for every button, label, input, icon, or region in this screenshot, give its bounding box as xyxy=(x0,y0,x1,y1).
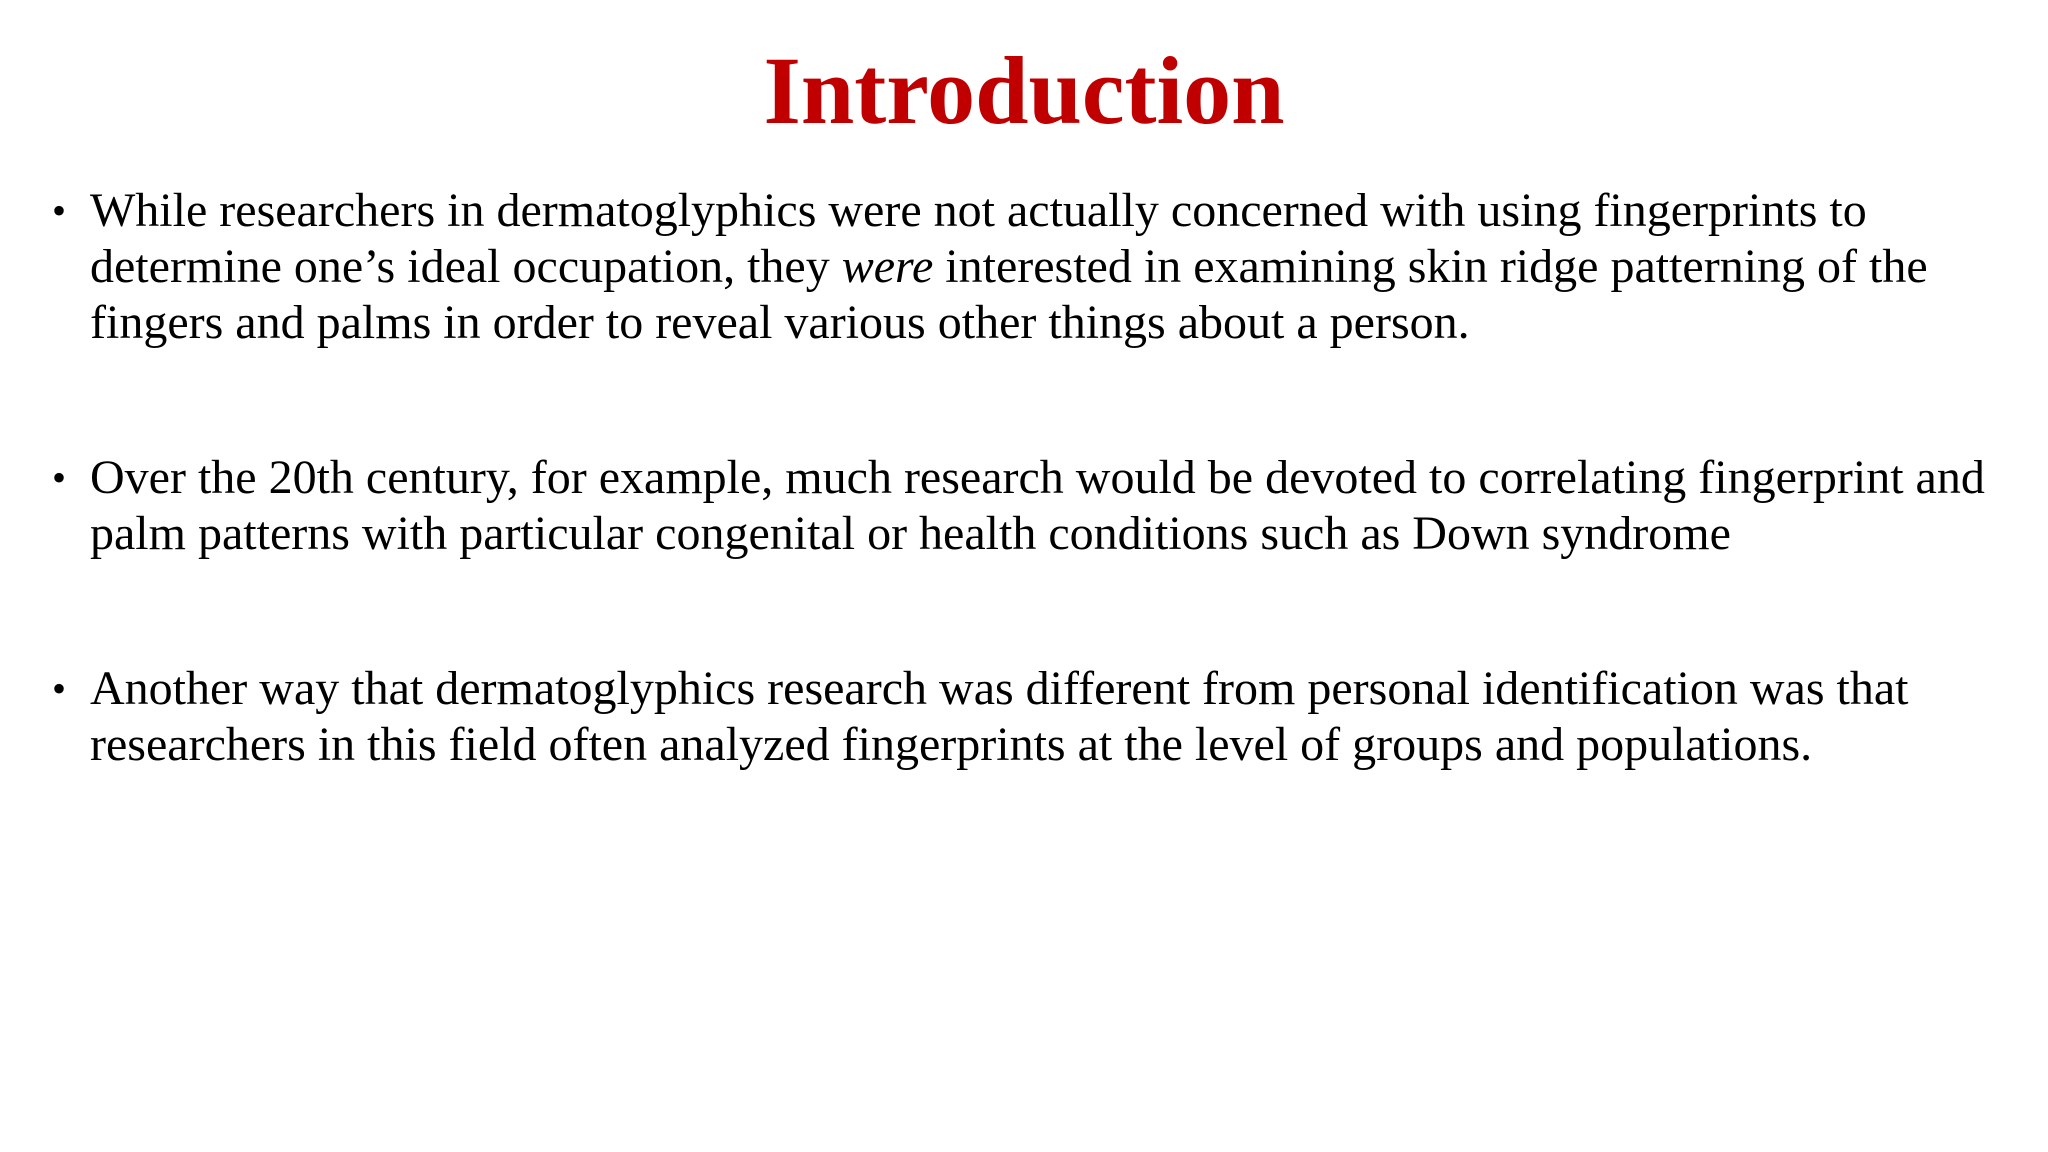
bullet-text-part: interested in examining skin ridge patterning of the fingers and palms in order to reveal various other things about a person. xyxy=(90,240,1928,349)
bullet-text: Over the 20th century, for example, much research would be devoted to correlating fingerprint and palm patterns with particular congenital or health conditions such as Down syndrome xyxy=(90,451,1985,560)
bullet-item xyxy=(52,450,2012,562)
bullet-dot-icon: • xyxy=(52,455,67,500)
bullet-text: Another way that dermatoglyphics research was different from personal identification was that researchers in this field often analyzed fingerprints at the level of groups and populations. xyxy=(90,662,1909,771)
bullet-emphasis: were xyxy=(841,240,934,293)
bullet-list xyxy=(52,183,2012,773)
bullet-dot-icon: • xyxy=(52,188,67,233)
slide-title: Introduction xyxy=(763,37,1285,144)
bullet-item xyxy=(52,183,2012,351)
bullet-text-part: While researchers in dermatoglyphics were not actually concerned with using fingerprints to determine one’s ideal occupation, they xyxy=(90,184,1867,293)
bullet-item xyxy=(52,661,2012,773)
bullet-dot-icon: • xyxy=(52,666,67,711)
bullet-text xyxy=(90,184,1928,349)
